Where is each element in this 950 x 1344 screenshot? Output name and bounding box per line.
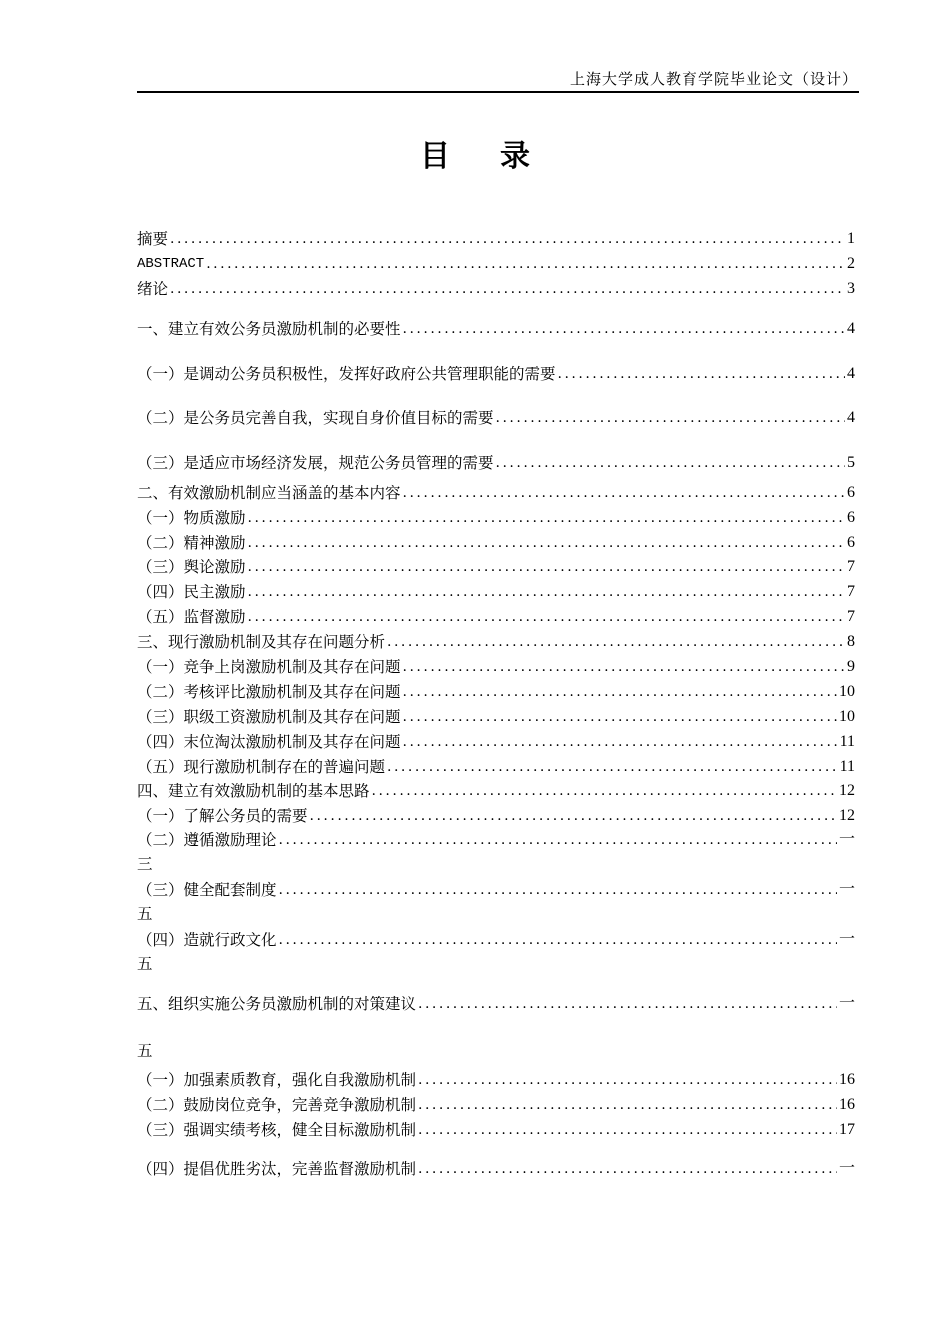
toc-leader-dots <box>496 407 845 429</box>
toc-entry[interactable] <box>137 556 855 578</box>
toc-leader-dots <box>387 631 845 653</box>
toc-entry-page-wrap: 五 <box>137 955 153 973</box>
toc-entry[interactable] <box>137 507 855 529</box>
toc-entry[interactable] <box>137 1069 855 1091</box>
toc-entry[interactable] <box>137 929 855 951</box>
toc-leader-dots <box>248 532 845 554</box>
toc-entry-label: （二）鼓励岗位竞争，完善竞争激励机制 <box>137 1096 417 1114</box>
toc-entry[interactable] <box>137 631 855 653</box>
toc-entry[interactable] <box>137 780 855 802</box>
toc-entry-page: 6 <box>847 534 855 551</box>
toc-entry-page: 1 <box>847 230 855 247</box>
toc-entry[interactable] <box>137 656 855 678</box>
toc-leader-dots <box>403 731 838 753</box>
toc-leader-dots <box>403 656 845 678</box>
toc-leader-dots <box>310 805 837 827</box>
toc-leader-dots <box>558 363 845 385</box>
toc-leader-dots <box>372 780 837 802</box>
toc-leader-dots <box>248 606 845 628</box>
toc-entry-label: （一）竞争上岗激励机制及其存在问题 <box>137 658 401 676</box>
toc-entry-page-wrap: 三 <box>137 855 153 873</box>
toc-leader-dots <box>387 756 838 778</box>
toc-entry-label: （四）提倡优胜劣汰，完善监督激励机制 <box>137 1160 417 1178</box>
toc-entry-page: 9 <box>847 658 855 675</box>
toc-leader-dots <box>170 278 845 300</box>
toc-leader-dots <box>279 929 837 951</box>
toc-entry-label: （四）末位淘汰激励机制及其存在问题 <box>137 733 401 751</box>
toc-entry-page: 16 <box>839 1071 855 1088</box>
toc-entry-page: 4 <box>847 320 855 337</box>
toc-leader-dots <box>418 1119 837 1141</box>
toc-entry[interactable] <box>137 706 855 728</box>
toc-leader-dots <box>418 993 837 1015</box>
toc-leader-dots <box>248 556 845 578</box>
toc-entry[interactable] <box>137 1158 855 1180</box>
toc-leader-dots <box>248 581 845 603</box>
toc-entry[interactable] <box>137 407 855 429</box>
toc-entry-label: （一）是调动公务员积极性，发挥好政府公共管理职能的需要 <box>137 365 556 383</box>
toc-leader-dots <box>418 1069 837 1091</box>
toc-entry-label: （二）精神激励 <box>137 534 246 552</box>
toc-entry-label: （一）物质激励 <box>137 509 246 527</box>
toc-entry-label: （四）造就行政文化 <box>137 931 277 949</box>
toc-entry-label: （一）加强素质教育，强化自我激励机制 <box>137 1071 417 1089</box>
toc-entry-label: ABSTRACT <box>137 256 205 272</box>
toc-entry-page: 11 <box>839 733 855 750</box>
toc-leader-dots <box>403 482 845 504</box>
toc-entry[interactable] <box>137 993 855 1015</box>
toc-entry[interactable] <box>137 363 855 385</box>
toc-entry-label: （三）舆论激励 <box>137 558 246 576</box>
toc-entry-page: 7 <box>847 558 855 575</box>
toc-entry-page: 5 <box>847 454 855 471</box>
toc-entry-label: 二、有效激励机制应当涵盖的基本内容 <box>137 484 401 502</box>
toc-entry-page: 一 <box>838 831 855 848</box>
page-title: 目录 <box>420 139 580 174</box>
toc-leader-dots <box>279 829 837 851</box>
toc-entry-page: 4 <box>847 409 855 426</box>
toc-entry[interactable] <box>137 318 855 340</box>
running-header: 上海大学成人教育学院毕业论文（设计） <box>569 70 858 88</box>
toc-entry-page: 12 <box>839 807 855 824</box>
toc-leader-dots <box>248 507 845 529</box>
toc-entry[interactable] <box>137 731 855 753</box>
toc-entry-page: 一 <box>838 1160 855 1177</box>
toc-entry-page: 16 <box>839 1096 855 1113</box>
toc-entry-page: 一 <box>838 995 855 1012</box>
toc-entry-page: 10 <box>839 683 855 700</box>
toc-leader-dots <box>279 879 837 901</box>
toc-leader-dots <box>418 1094 837 1116</box>
toc-entry-page: 6 <box>847 484 855 501</box>
toc-entry[interactable] <box>137 606 855 628</box>
toc-entry[interactable] <box>137 532 855 554</box>
toc-entry-label: （二）是公务员完善自我，实现自身价值目标的需要 <box>137 409 494 427</box>
toc-entry-page: 8 <box>847 633 855 650</box>
toc-entry[interactable] <box>137 1119 855 1141</box>
toc-entry[interactable] <box>137 681 855 703</box>
toc-entry-label: （五）现行激励机制存在的普遍问题 <box>137 758 386 776</box>
toc-leader-dots <box>403 706 837 728</box>
toc-entry-label: （三）职级工资激励机制及其存在问题 <box>137 708 401 726</box>
toc-entry-page: 7 <box>847 608 855 625</box>
toc-entry-page: 4 <box>847 365 855 382</box>
toc-entry-label: 三、现行激励机制及其存在问题分析 <box>137 633 386 651</box>
toc-leader-dots <box>403 681 837 703</box>
toc-entry-label: （二）考核评比激励机制及其存在问题 <box>137 683 401 701</box>
toc-entry[interactable] <box>137 756 855 778</box>
toc-leader-dots <box>403 318 845 340</box>
toc-entry[interactable] <box>137 228 855 250</box>
toc-entry[interactable] <box>137 829 855 851</box>
toc-entry[interactable] <box>137 581 855 603</box>
toc-entry-label: （三）是适应市场经济发展，规范公务员管理的需要 <box>137 454 494 472</box>
toc-leader-dots <box>496 452 845 474</box>
header-rule <box>137 91 859 93</box>
toc-entry-page-wrap: 五 <box>137 905 153 923</box>
toc-entry-label: （四）民主激励 <box>137 583 246 601</box>
toc-entry[interactable] <box>137 482 855 504</box>
toc-entry-label: （一）了解公务员的需要 <box>137 807 308 825</box>
toc-entry-page: 3 <box>847 280 855 297</box>
toc-leader-dots <box>170 228 845 250</box>
toc-entry-page: 11 <box>839 758 855 775</box>
toc-entry-page: 6 <box>847 509 855 526</box>
toc-entry-label: 绪论 <box>137 280 169 298</box>
toc-entry-label: 一、建立有效公务员激励机制的必要性 <box>137 320 401 338</box>
toc-entry-page: 10 <box>839 708 855 725</box>
toc-entry[interactable] <box>137 1094 855 1116</box>
toc-entry-label: （三）健全配套制度 <box>137 881 277 899</box>
toc-entry-label: 五、组织实施公务员激励机制的对策建议 <box>137 995 417 1013</box>
toc-entry-page-wrap: 五 <box>137 1042 153 1060</box>
toc-entry-label: （三）强调实绩考核，健全目标激励机制 <box>137 1121 417 1139</box>
toc-entry-page: 2 <box>847 255 855 272</box>
toc-entry[interactable] <box>137 879 855 901</box>
toc-entry-label: （五）监督激励 <box>137 608 246 626</box>
toc-entry-label: 四、建立有效激励机制的基本思路 <box>137 782 370 800</box>
toc-entry-page: 7 <box>847 583 855 600</box>
toc-leader-dots <box>418 1158 837 1180</box>
toc-entry-page: 一 <box>838 881 855 898</box>
toc-entry-label: （二）遵循激励理论 <box>137 831 277 849</box>
toc-entry[interactable] <box>137 805 855 827</box>
toc-entry-page: 一 <box>838 931 855 948</box>
toc-entry[interactable] <box>137 278 855 300</box>
toc-entry[interactable] <box>137 253 855 275</box>
toc-entry-page: 17 <box>839 1121 855 1138</box>
toc-entry-page: 12 <box>839 782 855 799</box>
toc-entry-label: 摘要 <box>137 230 169 248</box>
toc-entry[interactable] <box>137 452 855 474</box>
toc-leader-dots <box>206 253 845 275</box>
